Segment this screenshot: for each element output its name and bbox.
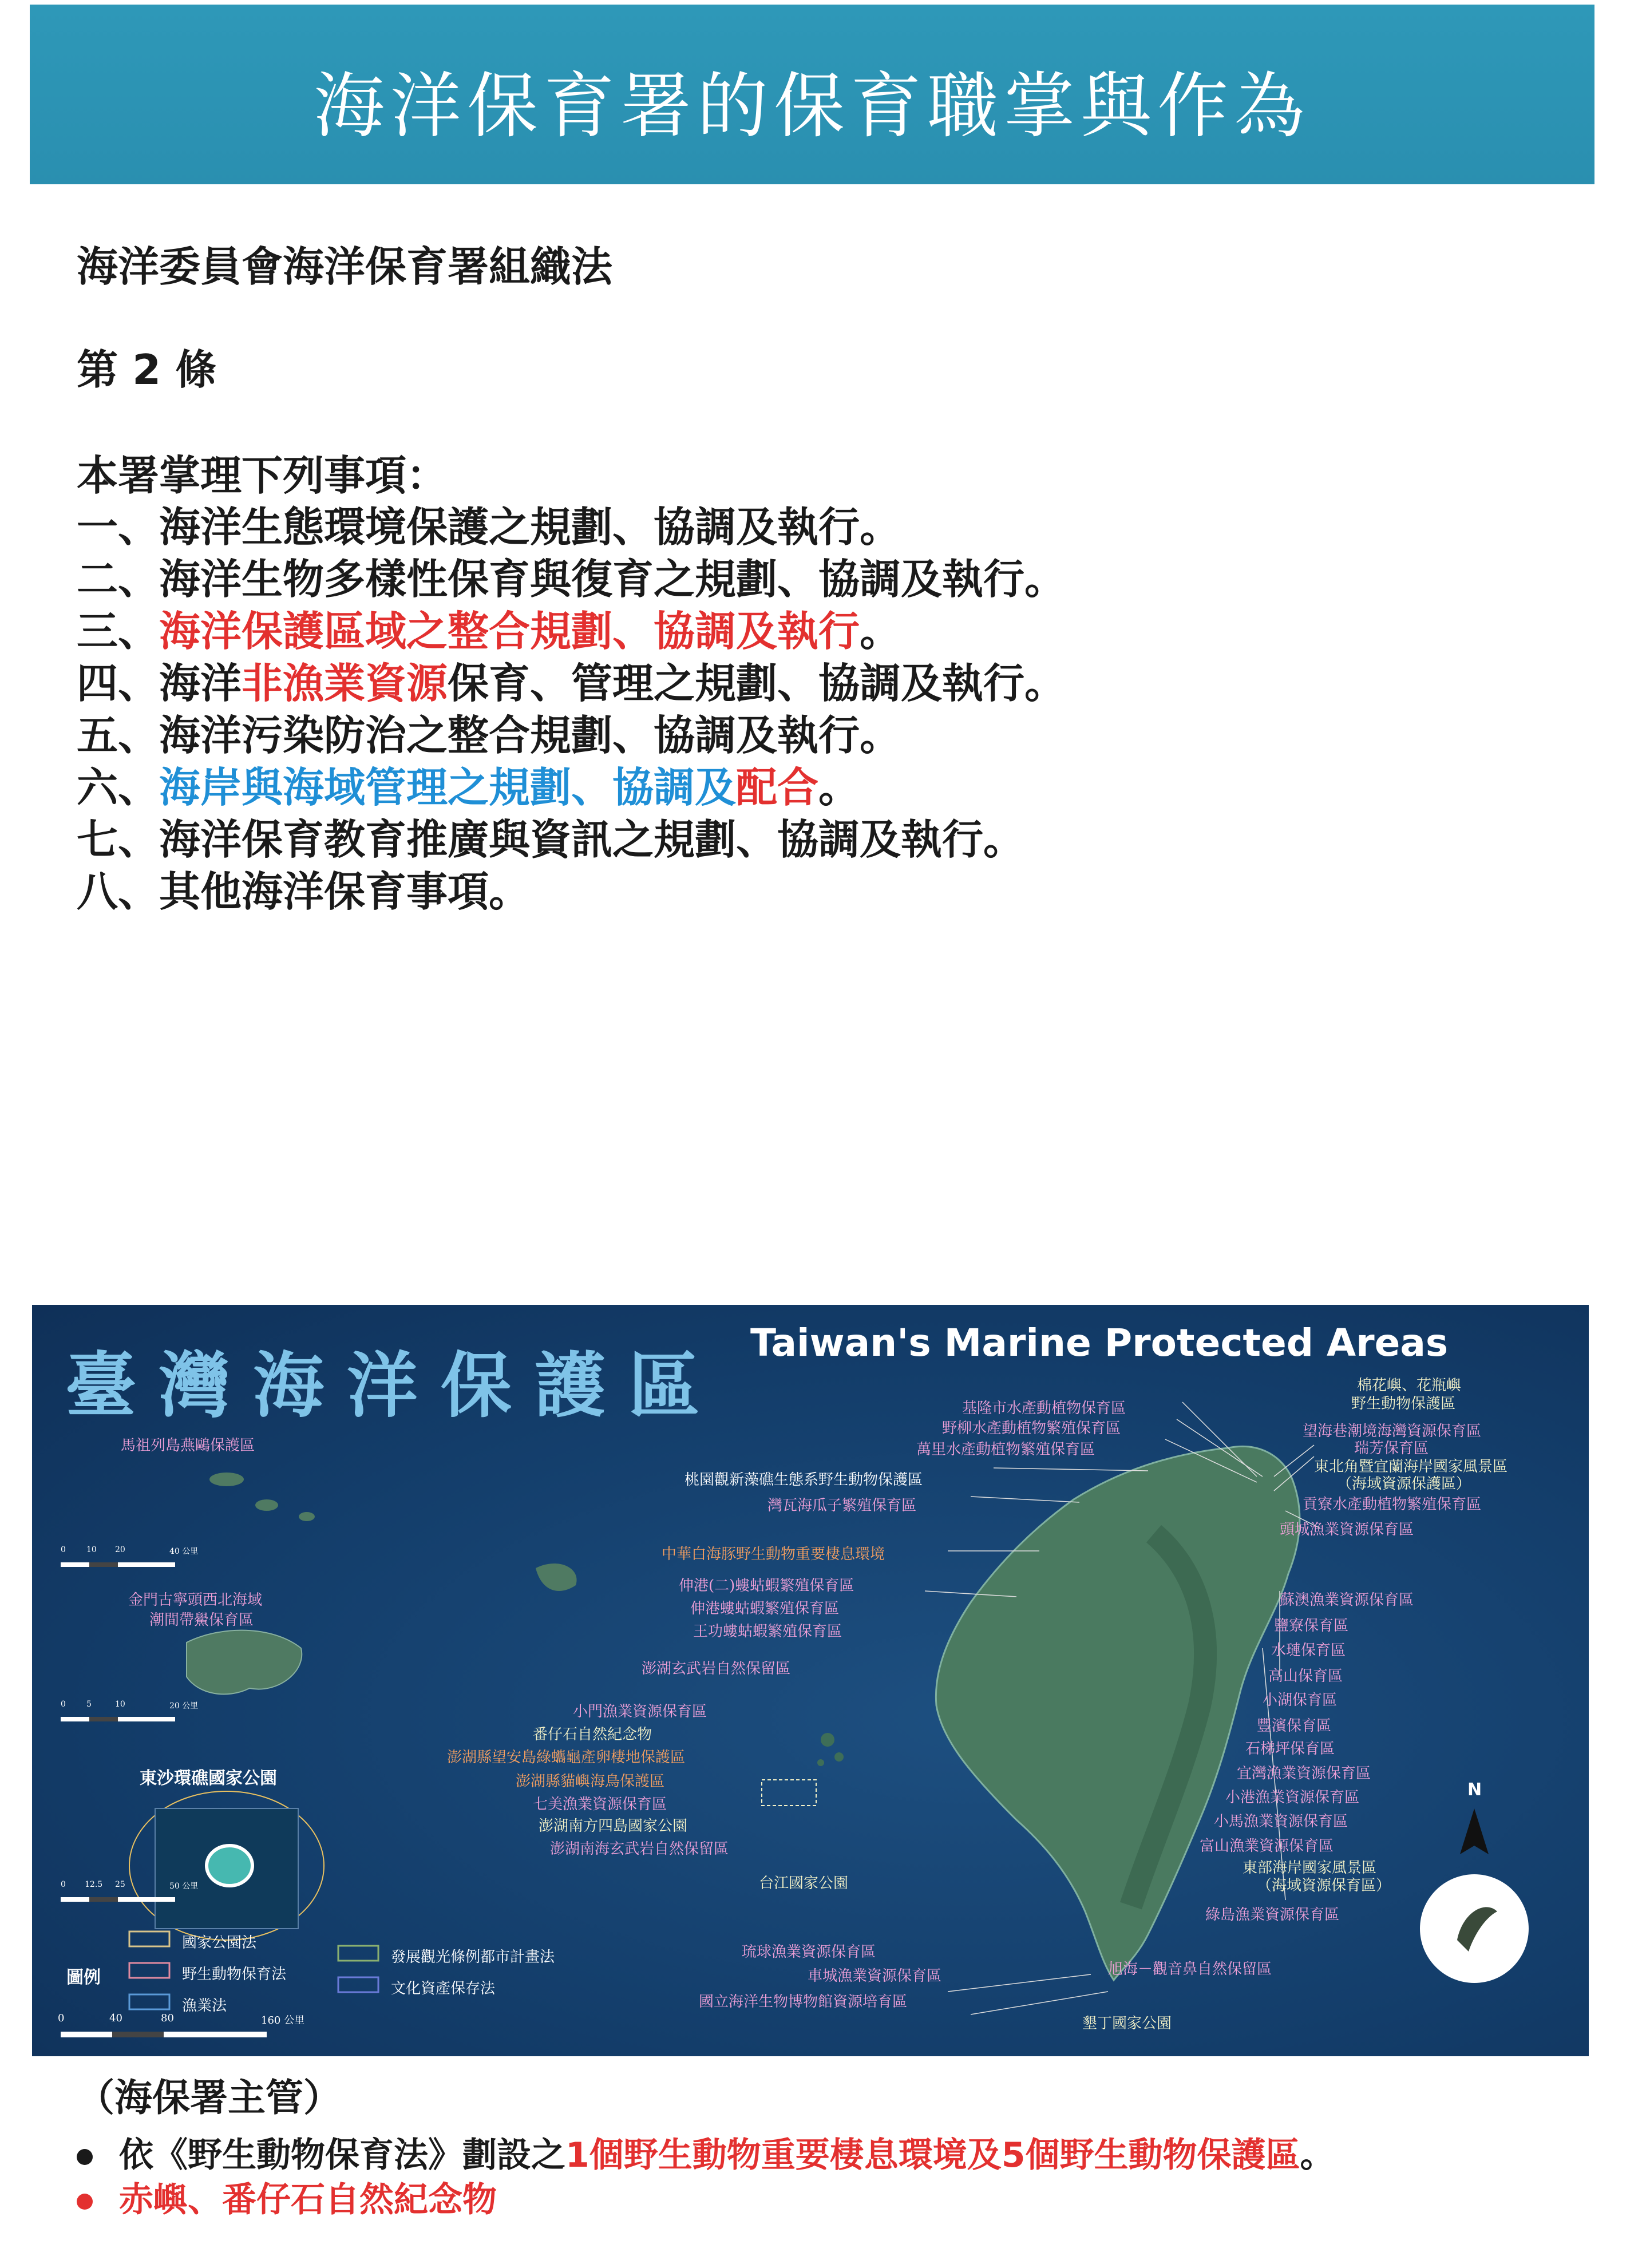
- scale-kinmen-0: 0: [61, 1700, 66, 1709]
- label-gaoshan: 高山保育區: [1268, 1668, 1343, 1685]
- north-label: N: [1467, 1780, 1482, 1800]
- article-item-text: 一、海洋生態環境保護之規劃、協調及執行。: [77, 503, 901, 551]
- scale-dongsha-0: 0: [61, 1880, 66, 1889]
- article-item-text: 六、: [77, 763, 160, 812]
- scale-matsu-10: 10: [86, 1545, 97, 1554]
- scale-kinmen-5: 5: [86, 1700, 92, 1709]
- scale-matsu-0: 0: [61, 1545, 66, 1554]
- label-shengang: 伸港螻蛄蝦繁殖保育區: [690, 1600, 840, 1617]
- article-item: [77, 709, 901, 762]
- article-item: [77, 605, 901, 658]
- legend-item-tourism: 發展觀光條例都市計畫法: [391, 1949, 555, 1966]
- article-item-text: 五、海洋污染防治之整合規劃、協調及執行。: [77, 711, 901, 759]
- label-matsu: 馬祖列島燕鷗保護區: [121, 1437, 255, 1454]
- scale-kinmen-10: 10: [115, 1700, 125, 1709]
- bullet-dot-icon: [77, 2149, 93, 2165]
- label-south-basalt: 澎湖南海玄武岩自然保留區: [550, 1840, 729, 1858]
- bullet-item: [77, 2172, 497, 2222]
- scale-kinmen-20: 20 公里: [169, 1701, 199, 1711]
- label-xinwu: 灣瓦海瓜子繁殖保育區: [767, 1497, 917, 1514]
- article-item-text: 保育、管理之規劃、協調及執行。: [448, 659, 1066, 707]
- label-china-wf: 中華白海豚野生動物重要棲息環境: [662, 1546, 885, 1563]
- label-shengang2: 伸港(二)螻蛄蝦繁殖保育區: [679, 1577, 854, 1594]
- label-yanliao: 鹽寮保育區: [1274, 1617, 1349, 1634]
- label-mao: 澎湖縣貓嶼海鳥保護區: [516, 1773, 665, 1790]
- label-northeast-1: 東北角暨宜蘭海岸國家風景區: [1314, 1458, 1508, 1475]
- label-south4: 澎湖南方四島國家公園: [539, 1818, 688, 1835]
- label-liuqiu: 琉球漁業資源保育區: [742, 1944, 876, 1961]
- label-wanghai: 望海巷潮境海灣資源保育區: [1303, 1423, 1482, 1440]
- article-item: [77, 657, 1066, 710]
- label-shitiping: 石梯坪保育區: [1245, 1740, 1335, 1758]
- label-xiaogang: 小湖保育區: [1263, 1692, 1338, 1709]
- label-dongsha: 東沙環礁國家公園: [140, 1768, 277, 1788]
- scale-dongsha-25: 25: [115, 1880, 125, 1889]
- scale-matsu-40: 40 公里: [169, 1547, 199, 1556]
- bullet-text: 1個野生動物重要棲息環境及5個野生動物保護區: [565, 2135, 1300, 2175]
- map-title-zh: 臺灣海洋保護區: [65, 1344, 723, 1427]
- mpa-map: [32, 1305, 1589, 2056]
- article-item-text: 二、海洋生物多樣性保育與復育之規劃、協調及執行。: [77, 555, 1066, 603]
- label-eastcoast-1: 東部海岸國家風景區: [1243, 1859, 1377, 1877]
- legend-title: 圖例: [66, 1968, 101, 1988]
- scale-main-40: 40: [109, 2012, 122, 2024]
- label-ruifang: 瑞芳保育區: [1354, 1440, 1429, 1457]
- scale-main-80: 80: [161, 2012, 174, 2024]
- label-checheng: 車城漁業資源保育區: [808, 1968, 942, 1985]
- article-item-text: 。: [818, 763, 860, 812]
- article-item-text: 三、: [77, 607, 160, 655]
- label-toucheng: 頭城漁業資源保育區: [1280, 1521, 1414, 1538]
- scale-main-160: 160 公里: [261, 2014, 305, 2026]
- label-taoyuan: 桃園觀新藻礁生態系野生動物保護區: [684, 1471, 923, 1489]
- scale-dongsha-50: 50 公里: [169, 1882, 199, 1891]
- article-item: [77, 553, 1066, 605]
- label-suao: 蘇澳漁業資源保育區: [1280, 1592, 1414, 1609]
- label-wanggong: 王功螻蛄蝦繁殖保育區: [693, 1623, 842, 1640]
- label-yeliu: 野柳水產動植物繁殖保育區: [942, 1420, 1121, 1437]
- label-mianhua-1: 棉花嶼、花瓶嶼: [1357, 1377, 1462, 1394]
- label-xiaomen: 小門漁業資源保育區: [573, 1703, 707, 1720]
- label-wangan: 澎湖縣望安島綠蠵龜產卵棲地保護區: [447, 1749, 686, 1766]
- legend-item-heritage: 文化資產保存法: [391, 1980, 496, 1997]
- legend-item-national-park: 國家公園法: [182, 1934, 257, 1952]
- article-item-text: 海洋保護區域之整合規劃、協調及執行: [159, 607, 860, 655]
- law-name: 海洋委員會海洋保育署組織法: [77, 243, 613, 291]
- article-item-text: 八、其他海洋保育事項。: [77, 868, 531, 916]
- label-gongliao: 貢寮水產動植物繁殖保育區: [1303, 1496, 1482, 1513]
- label-keelung: 基隆市水產動植物保育區: [962, 1400, 1126, 1417]
- label-ludao: 綠島漁業資源保育區: [1205, 1906, 1340, 1923]
- label-kinmen-1: 金門古寧頭西北海域: [128, 1592, 263, 1609]
- legend-item-wildlife: 野生動物保育法: [182, 1966, 287, 1983]
- article-number: 第 2 條: [77, 346, 217, 394]
- label-eastcoast-2: （海域資源保育區）: [1257, 1877, 1391, 1894]
- article-item: [77, 501, 901, 553]
- label-wanli: 萬里水產動植物繁殖保育區: [916, 1441, 1095, 1458]
- article-item-text: 非漁業資源: [242, 659, 448, 707]
- article-item: [77, 813, 1024, 866]
- article-item-text: 。: [860, 607, 901, 655]
- article-item-text: 海岸與海域管理之規劃、協調及: [159, 763, 737, 812]
- article-item: [77, 761, 860, 814]
- taiwan-island-shape: [936, 1446, 1299, 1980]
- legend-item-fishery: 漁業法: [182, 1997, 227, 2014]
- scale-main-0: 0: [58, 2012, 65, 2024]
- title-banner: [30, 5, 1594, 184]
- label-kinmen-2: 潮間帶鱟保育區: [149, 1612, 254, 1629]
- bullet-text: 依《野生動物保育法》劃設之: [119, 2135, 565, 2175]
- label-fengbin: 豐濱保育區: [1257, 1717, 1332, 1735]
- label-nmmba: 國立海洋生物博物館資源培育區: [699, 1993, 908, 2010]
- article-item-text: 配合: [736, 763, 819, 812]
- management-note: （海保署主管）: [77, 2076, 341, 2120]
- label-penghu-basalt: 澎湖玄武岩自然保留區: [642, 1660, 791, 1677]
- scale-dongsha-12: 12.5: [85, 1880, 103, 1889]
- label-fanzaishi: 番仔石自然紀念物: [533, 1726, 652, 1743]
- label-xiaogang-fishery: 小港漁業資源保育區: [1225, 1789, 1360, 1806]
- bullet-dot-icon: [77, 2194, 93, 2210]
- label-kenting: 墾丁國家公園: [1082, 2015, 1172, 2032]
- scale-matsu-20: 20: [115, 1545, 125, 1554]
- label-qimei: 七美漁業資源保育區: [533, 1796, 667, 1813]
- bullet-text: 赤嶼、番仔石自然紀念物: [119, 2180, 497, 2220]
- label-xuhai: 旭海－觀音鼻自然保留區: [1108, 1961, 1272, 1978]
- map-title-en: Taiwan's Marine Protected Areas: [750, 1321, 1449, 1365]
- label-northeast-2: （海域資源保護區）: [1337, 1475, 1471, 1493]
- article-item-text: 四、海洋: [77, 659, 242, 707]
- bullet-item: [77, 2128, 1335, 2177]
- label-xiaoma: 小馬漁業資源保育區: [1214, 1813, 1348, 1830]
- article-item-text: 七、海洋保育教育推廣與資訊之規劃、協調及執行。: [77, 816, 1025, 864]
- article-item: [77, 865, 530, 918]
- label-yiwan: 宜灣漁業資源保育區: [1237, 1765, 1371, 1782]
- label-fugang: 富山漁業資源保育區: [1200, 1838, 1334, 1855]
- north-arrow-shape: [1460, 1808, 1489, 1854]
- bullet-text: 。: [1300, 2135, 1335, 2175]
- label-shuilian: 水璉保育區: [1271, 1642, 1346, 1659]
- article-intro: 本署掌理下列事項：: [77, 452, 448, 500]
- label-taijiang: 台江國家公園: [759, 1875, 849, 1892]
- page-title: 海洋保育署的保育職掌與作為: [313, 65, 1311, 148]
- label-mianhua-2: 野生動物保護區: [1351, 1395, 1456, 1412]
